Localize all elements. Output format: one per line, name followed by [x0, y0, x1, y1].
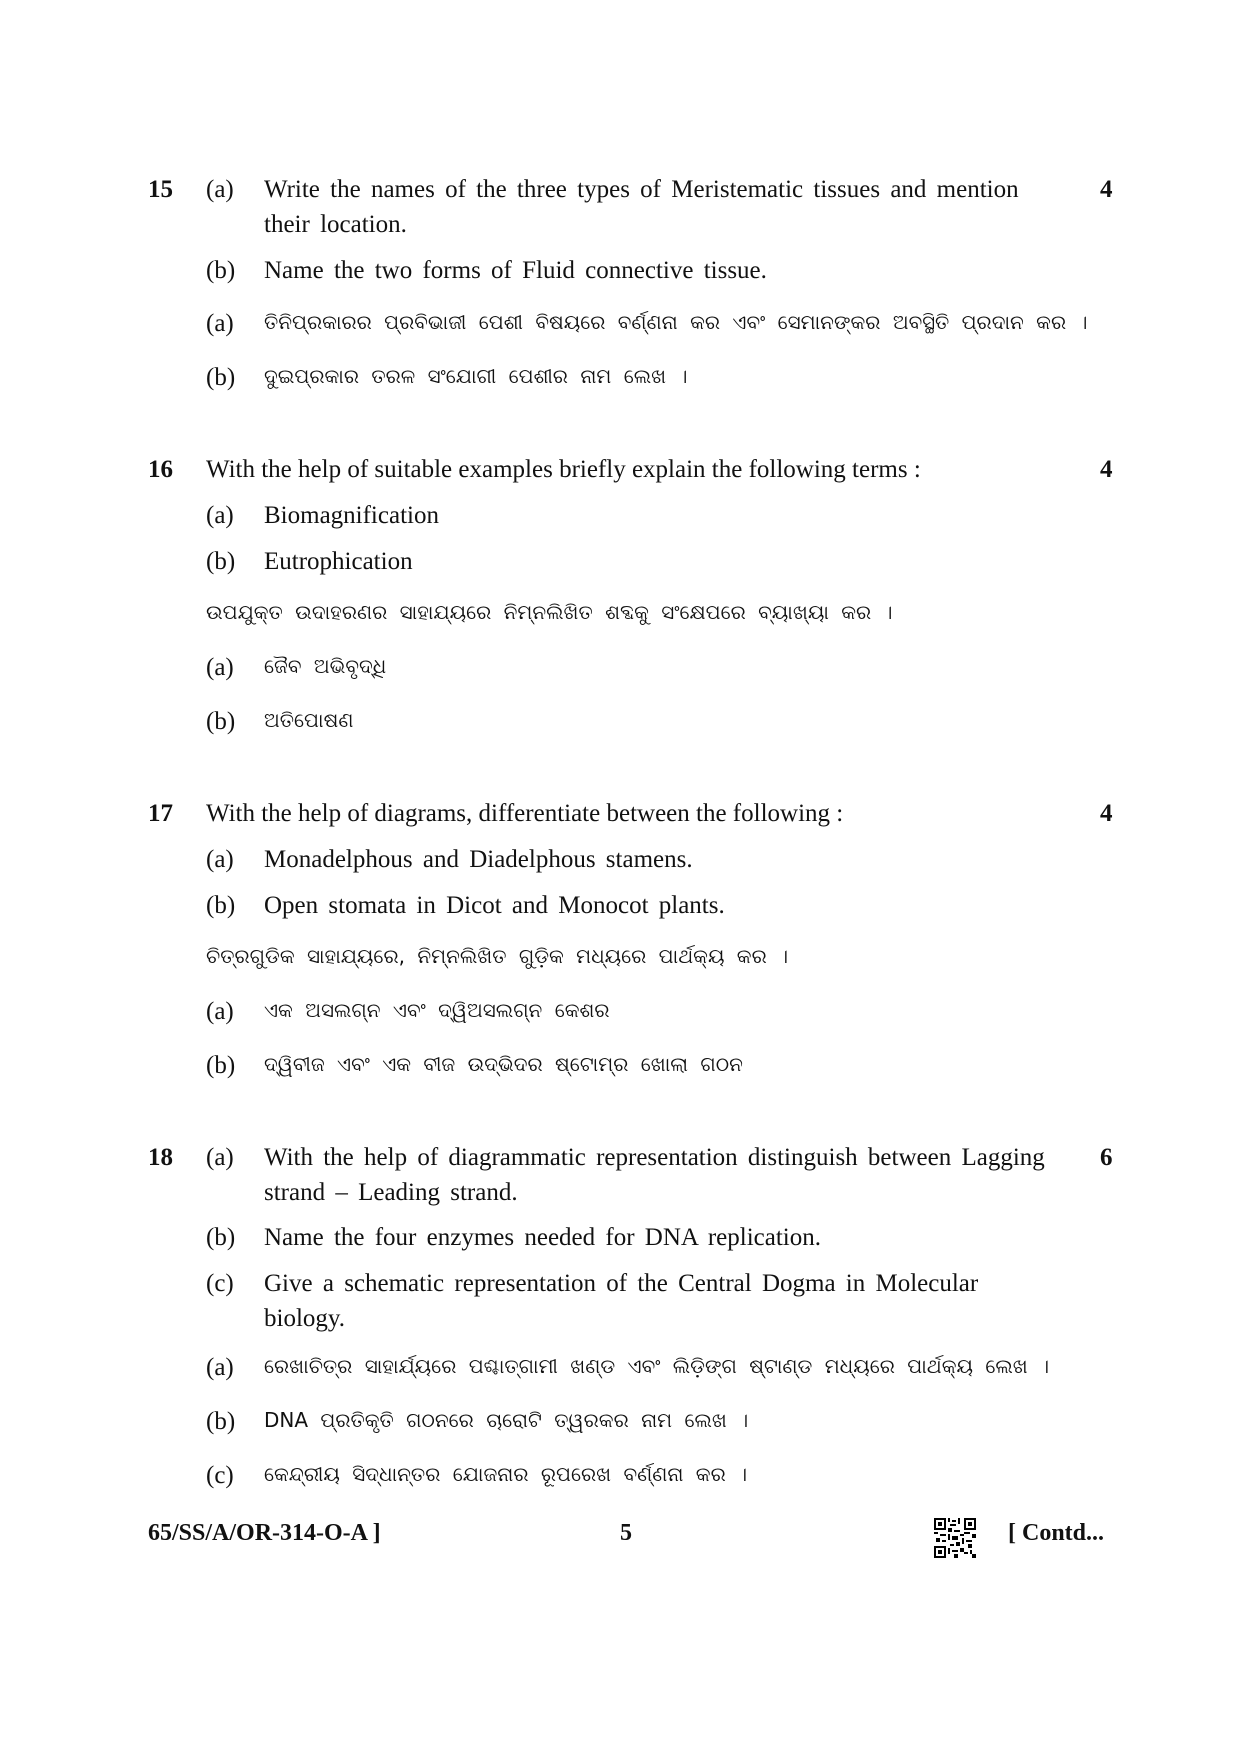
question-number: 16 — [148, 456, 173, 483]
odia-part-text: ଦ୍ୱିବୀଜ ଏବଂ ଏକ ବୀଜ ଉଦ୍ଭିଦର ଷ୍ଟୋମ୍‌ର ଖୋଲା ଗଠନ — [264, 1052, 743, 1076]
odia-part-text: ଅତିପୋଷଣ — [264, 708, 354, 732]
part-text: Eutrophication — [264, 548, 413, 575]
part-label: (a) — [206, 502, 234, 529]
odia-part-label: (b) — [206, 364, 236, 391]
part-text: With the help of diagrammatic representation distinguish between Lagging strand – Leading strand. — [264, 1144, 1045, 1206]
question-marks: 4 — [1100, 800, 1113, 827]
part-text: Monadelphous and Diadelphous stamens. — [264, 846, 693, 873]
odia-part-label: (c) — [206, 1462, 234, 1489]
odia-question-stem: ଚିତ୍ରଗୁଡିକ ସାହାଯ୍ୟରେ, ନିମ୍ନଲିଖିତ ଗୁଡ଼ିକ ମଧ୍ୟରେ ପାର୍ଥକ୍ୟ କର । — [206, 944, 789, 968]
question-stem: With the help of diagrams, differentiate between the following : — [206, 800, 844, 827]
paper-code: 65/SS/A/OR-314-O-A ] — [148, 1520, 381, 1546]
part-text: Name the two forms of Fluid connective tissue. — [264, 257, 767, 284]
part-label: (a) — [206, 846, 234, 873]
odia-part-label: (b) — [206, 1408, 236, 1435]
odia-part-text: କେନ୍ଦ୍ରୀୟ ସିଦ୍ଧାନ୍ତର ଯୋଜନାର ରୂପରେଖ ବର୍ଣ୍ଣନା କର । — [264, 1462, 748, 1486]
odia-part-label: (b) — [206, 1052, 236, 1079]
odia-part-label: (a) — [206, 1354, 234, 1381]
odia-part-text: ରେଖାଚିତ୍ର ସାହାର୍ଯ୍ୟରେ ପଶ୍ଚାତ୍‌ଗାମୀ ଖଣ୍ଡ ଏବଂ ଲିଡ଼ିଙ୍ଗ ଷ୍ଟାଣ୍ଡ ମଧ୍ୟରେ ପାର୍ଥକ୍ୟ ଲେଖ । — [264, 1354, 1050, 1378]
odia-part-text: ତିନିପ୍ରକାରର ପ୍ରବିଭାଜୀ ପେଶୀ ବିଷୟରେ ବର୍ଣ୍ଣନା କର ଏବଂ ସେମାନଙ୍କର ଅବସ୍ଥିତି ପ୍ରଦାନ କର । — [264, 310, 1088, 334]
question-marks: 6 — [1100, 1144, 1113, 1171]
odia-part-text: ଜୈବ ଅଭିବୃଦ୍ଧି — [264, 654, 387, 678]
question-number: 15 — [148, 176, 173, 203]
odia-part-label: (a) — [206, 998, 234, 1025]
question-number: 17 — [148, 800, 173, 827]
part-label: (a) — [206, 176, 234, 203]
question-number: 18 — [148, 1144, 173, 1171]
question-marks: 4 — [1100, 456, 1113, 483]
part-text: Open stomata in Dicot and Monocot plants. — [264, 892, 725, 919]
odia-part-label: (a) — [206, 654, 234, 681]
part-label: (b) — [206, 892, 236, 919]
continued-marker: [ Contd... — [1008, 1520, 1105, 1546]
part-label: (a) — [206, 1144, 234, 1171]
part-text: Write the names of the three types of Meristematic tissues and mention their location. — [264, 176, 1019, 238]
part-label: (c) — [206, 1270, 234, 1297]
odia-part-label: (b) — [206, 708, 236, 735]
odia-question-stem: ଉପଯୁକ୍ତ ଉଦାହରଣର ସାହାଯ୍ୟରେ ନିମ୍ନଲିଖିତ ଶବ୍ଦକୁ ସଂକ୍ଷେପରେ ବ୍ୟାଖ୍ୟା କର । — [206, 600, 893, 624]
part-label: (b) — [206, 548, 236, 575]
part-text: Biomagnification — [264, 502, 439, 529]
part-text: Name the four enzymes needed for DNA replication. — [264, 1224, 821, 1251]
odia-part-text: ଏକ ଅସଲଗ୍ନ ଏବଂ ଦ୍ୱିଅସଲଗ୍ନ କେଶର — [264, 998, 610, 1022]
part-text: Give a schematic representation of the Central Dogma in Molecular biology. — [264, 1270, 979, 1332]
part-label: (b) — [206, 1224, 236, 1251]
part-label: (b) — [206, 257, 236, 284]
question-stem: With the help of suitable examples briefly explain the following terms : — [206, 456, 921, 483]
page-number: 5 — [620, 1520, 632, 1546]
qr-code-icon — [934, 1518, 976, 1558]
odia-part-text: DNA ପ୍ରତିକୃତି ଗଠନରେ ଚାରୋଟି ତ୍ୱରକର ନାମ ଲେଖ । — [264, 1408, 749, 1432]
odia-part-text: ଦୁଇପ୍ରକାର ତରଳ ସଂଯୋଗୀ ପେଶୀର ନାମ ଲେଖ । — [264, 364, 688, 388]
question-marks: 4 — [1100, 176, 1113, 203]
odia-part-label: (a) — [206, 310, 234, 337]
